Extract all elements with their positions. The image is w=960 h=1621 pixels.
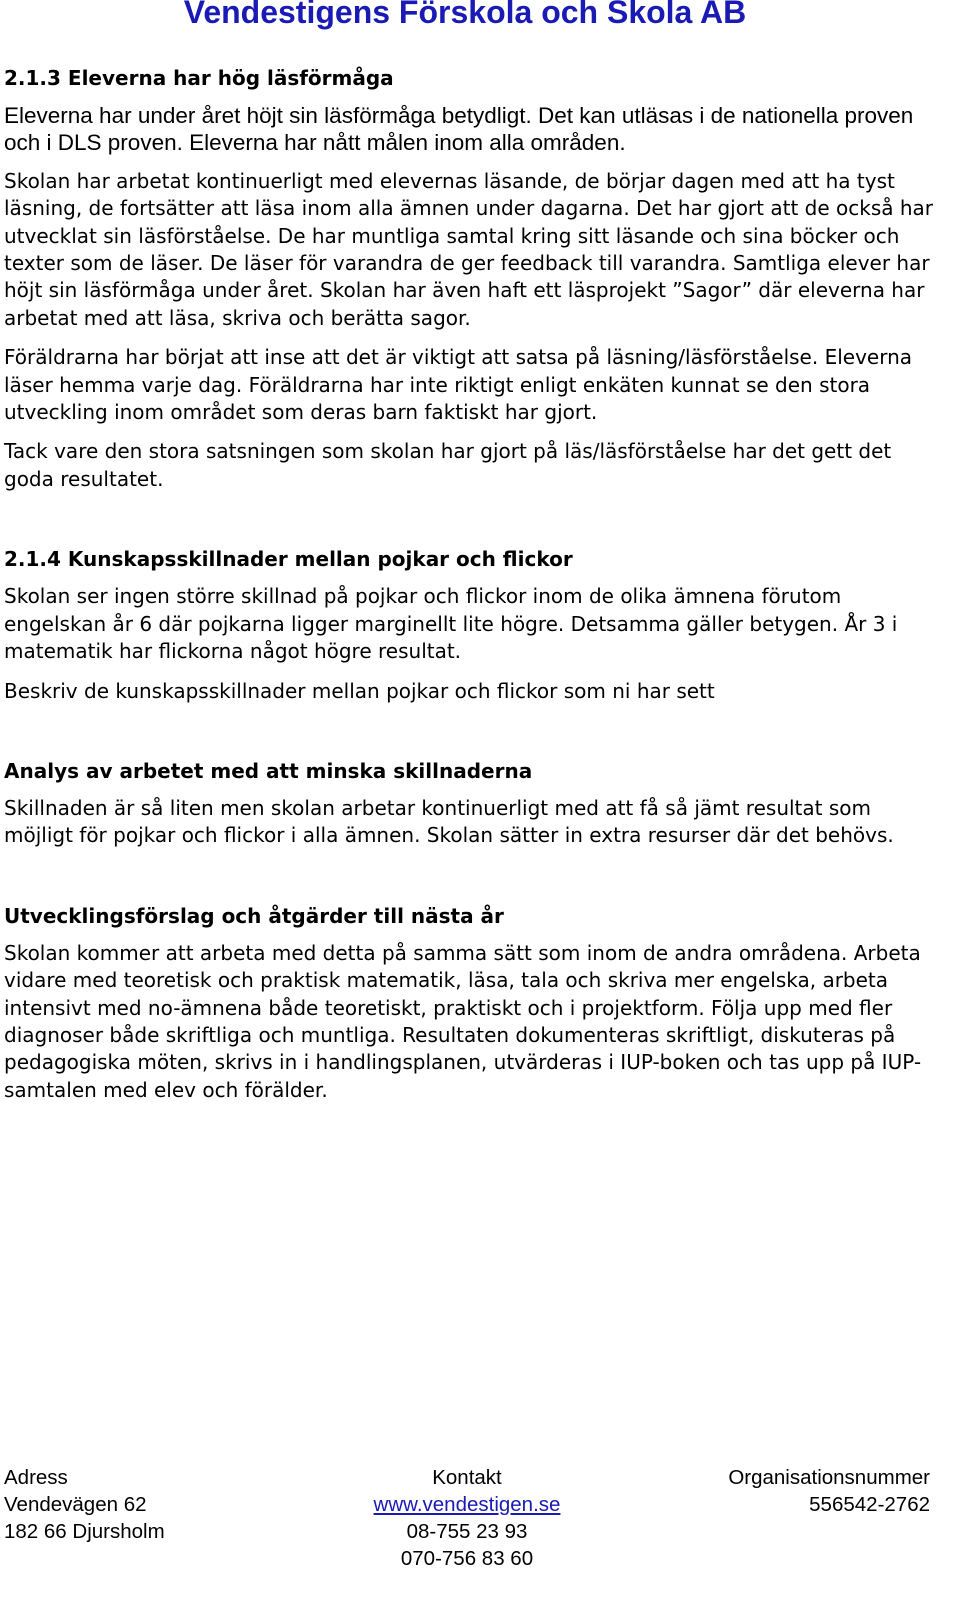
section-heading: 2.1.4 Kunskapsskillnader mellan pojkar och flickor [4, 547, 573, 572]
section-heading: Utvecklingsförslag och åtgärder till nästa år [4, 903, 504, 928]
footer-organisation [728, 1464, 930, 1518]
paragraph: Beskriv de kunskapsskillnader mellan pojkar och flickor som ni har sett [4, 678, 715, 703]
paragraph: Skillnaden är så liten men skolan arbetar kontinuerligt med att få så jämt resultat som möjligt för pojkar och flickor i alla ämnen. Skolan sätter in extra resurser där det behövs. [4, 795, 894, 848]
footer-contact-label: Kontakt [432, 1466, 502, 1489]
document-body [4, 64, 939, 1104]
footer-website-link[interactable]: www.vendestigen.se [373, 1493, 561, 1516]
footer-mobile: 070-756 83 60 [400, 1547, 534, 1570]
footer-contact [344, 1464, 590, 1572]
paragraph: Eleverna har under året höjt sin läsförmåga betydligt. Det kan utläsas i de nationella proven och i DLS proven. Eleverna har nått målen inom alla områden. [4, 103, 914, 156]
footer-org-number: 556542-2762 [809, 1493, 930, 1516]
footer-org-label: Organisationsnummer [728, 1466, 930, 1489]
section-heading: Analys av arbetet med att minska skillnaderna [4, 758, 533, 783]
paragraph: Tack vare den stora satsningen som skolan har gjort på läs/läsförståelse har det gett det goda resultatet. [4, 439, 892, 491]
section-heading: 2.1.3 Eleverna har hög läsförmåga [4, 66, 394, 90]
footer-phone: 08-755 23 93 [406, 1520, 528, 1543]
footer-address [4, 1464, 165, 1545]
footer-address-label: Adress [4, 1466, 68, 1489]
footer-address-city: 182 66 Djursholm [4, 1520, 165, 1543]
footer-address-street: Vendevägen 62 [4, 1493, 147, 1516]
paragraph: Skolan ser ingen större skillnad på pojkar och flickor inom de olika ämnena förutom engelskan år 6 där pojkarna ligger marginellt lite högre. Detsamma gäller betygen. År 3 i matematik har flickorna något högre resultat. [4, 584, 898, 664]
page-header-title: Vendestigens Förskola och Skola AB [183, 0, 747, 30]
paragraph: Föräldrarna har börjat att inse att det är viktigt att satsa på läsning/läsförståelse. Eleverna läser hemma varje dag. Föräldrarna har inte riktigt enligt enkäten kunnat se den stora utveckling inom området som deras barn faktiskt har gjort. [4, 345, 913, 425]
paragraph: Skolan kommer att arbeta med detta på samma sätt som inom de andra områdena. Arbeta vidare med teoretisk och praktisk matematik, läsa, tala och skriva mer engelska, arbeta intensivt med no-ämnena både teoretiskt, praktiskt och i projektform. Följa upp med fler diagnoser både skriftliga och muntliga. Resultaten dokumenteras skriftligt, diskuteras på pedagogiska möten, skrivs in i handlingsplanen, utvärderas i IUP-boken och tas upp på IUP-samtalen med elev och förälder. [4, 940, 922, 1102]
paragraph: Skolan har arbetat kontinuerligt med elevernas läsande, de börjar dagen med att ha tyst läsning, de fortsätter att läsa inom alla ämnen under dagarna. Det har gjort att de också har utvecklat sin läsförståelse. De har muntliga samtal kring sitt läsande och sina böcker och texter som de läser. De läser för varandra de ger feedback till varandra. Samtliga elever har höjt sin läsförmåga under året. Skolan har även haft ett läsprojekt ”Sagor” där eleverna har arbetat med att läsa, skriva och berätta sagor. [4, 168, 934, 330]
